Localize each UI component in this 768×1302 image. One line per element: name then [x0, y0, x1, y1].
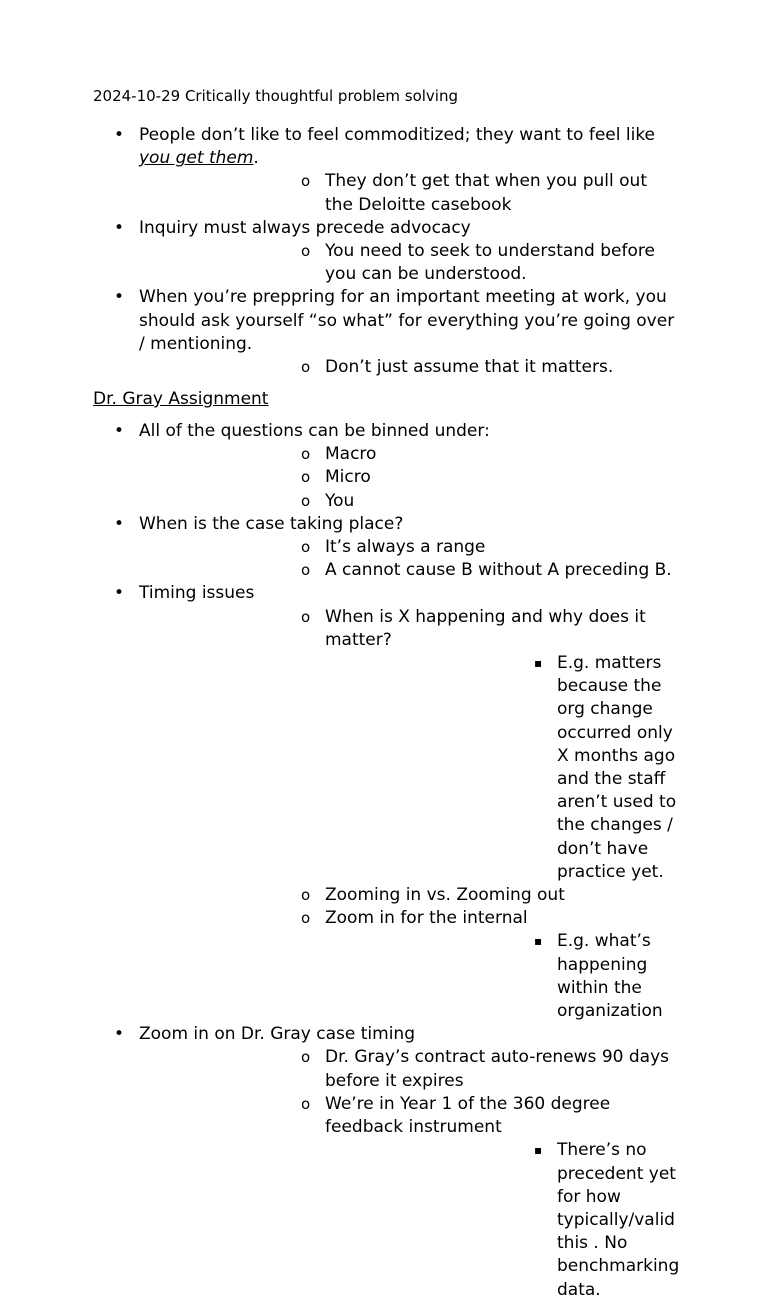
sub-list-item — [139, 1046, 680, 1092]
sub-sub-item-text: E.g. matters because the org change occurred only X months ago and the staff aren’t used to the changes / don’t have practice yet. — [557, 653, 677, 882]
sub-item-text: Don’t just assume that it matters. — [325, 357, 614, 378]
bullet-square: ▪ — [534, 656, 543, 671]
sub-list — [139, 1046, 680, 1301]
list-item — [0, 286, 680, 379]
sub-list-item — [139, 170, 680, 216]
sub-sub-item-text: There’s no precedent yet for how typically/valid this . No benchmarking data. — [557, 1140, 680, 1300]
bullet-circle: o — [301, 538, 311, 557]
sub-item-text: Micro — [325, 467, 371, 488]
bullet-square: ▪ — [534, 934, 543, 949]
sub-list-item — [139, 884, 680, 907]
bullet-circle: o — [301, 909, 311, 928]
sub-item-text: Macro — [325, 444, 377, 465]
emphasized-text: you get them — [139, 148, 254, 169]
list-item — [0, 1023, 680, 1301]
bullet-disc: • — [114, 583, 125, 604]
sub-item-text: Dr. Gray’s contract auto-renews 90 days before it expires — [325, 1047, 669, 1091]
sub-list — [139, 606, 680, 1024]
sub-item-text: Zooming in vs. Zooming out — [325, 885, 565, 906]
sub-list — [139, 240, 680, 286]
sub-sub-list-item — [325, 652, 680, 884]
sub-item-text: They don’t get that when you pull out the Deloitte casebook — [325, 171, 647, 215]
bullet-circle: o — [301, 172, 311, 191]
sub-sub-item-text: E.g. what’s happening within the organization — [557, 931, 663, 1022]
bullet-circle: o — [301, 242, 311, 261]
sub-list-item — [139, 466, 680, 489]
bullet-circle: o — [301, 1094, 311, 1113]
bullet-circle: o — [301, 468, 311, 487]
list-item-text: All of the questions can be binned under: — [139, 421, 490, 441]
sub-sub-list-item — [325, 1139, 680, 1301]
bullet-disc: • — [114, 421, 125, 441]
sub-item-text: You need to seek to understand before you can be understood. — [325, 241, 655, 285]
list-item-text: People don’t like to feel commoditized; they want to feel like — [139, 125, 656, 145]
section-heading: Dr. Gray Assignment — [93, 389, 269, 409]
bullet-circle: o — [301, 1048, 311, 1067]
bullet-disc: • — [114, 125, 125, 145]
sub-list-item — [139, 907, 680, 1023]
bullet-circle: o — [301, 358, 311, 377]
bullet-circle: o — [301, 491, 311, 510]
bullet-list — [0, 124, 680, 379]
bullet-circle: o — [301, 607, 311, 626]
sub-list-item — [139, 356, 680, 379]
sub-list-item — [139, 490, 680, 513]
sub-sub-list-item — [325, 930, 680, 1023]
bullet-square: ▪ — [534, 1143, 543, 1158]
sub-list-item — [139, 443, 680, 466]
list-item-text: Timing issues — [139, 583, 255, 604]
list-item-text: When is the case taking place? — [139, 513, 404, 534]
list-item-text: Inquiry must always precede advocacy — [139, 217, 471, 238]
list-item — [0, 513, 680, 583]
sub-list-item — [139, 536, 680, 559]
document-title: 2024-10-29 Critically thoughtful problem solving — [93, 87, 458, 105]
bullet-circle: o — [301, 445, 311, 464]
sub-list-item — [139, 606, 680, 884]
sub-list — [139, 536, 680, 582]
list-item — [0, 217, 680, 287]
list-item-text: Zoom in on Dr. Gray case timing — [139, 1024, 415, 1045]
sub-sub-list — [325, 930, 680, 1023]
sub-list — [139, 170, 680, 216]
bullet-disc: • — [114, 1024, 125, 1045]
bullet-circle: o — [301, 561, 311, 580]
sub-item-text: You — [325, 490, 355, 511]
sub-list — [139, 356, 680, 379]
sub-list-item — [139, 559, 680, 582]
bullet-disc: • — [114, 287, 125, 308]
bullet-disc: • — [114, 217, 125, 238]
sub-list — [139, 443, 680, 513]
sub-list-item — [139, 240, 680, 286]
sub-sub-list — [325, 652, 680, 884]
sub-item-text: It’s always a range — [325, 537, 486, 558]
list-item — [0, 124, 680, 217]
list-item-text: When you’re preppring for an important meeting at work, you should ask yourself “so what” for everything you’re going over / mentioning. — [139, 287, 675, 354]
bullet-list — [0, 420, 680, 1302]
sub-sub-list — [325, 1139, 680, 1301]
list-item — [0, 582, 680, 1023]
sub-list-item — [139, 1093, 680, 1302]
list-item — [0, 420, 680, 513]
sub-item-text: A cannot cause B without A preceding B. — [325, 560, 672, 581]
sub-item-text: We’re in Year 1 of the 360 degree feedback instrument — [325, 1093, 611, 1138]
bullet-circle: o — [301, 886, 311, 905]
list-item-text: . — [253, 148, 259, 169]
sub-item-text: Zoom in for the internal — [325, 908, 528, 929]
sub-item-text: When is X happening and why does it matter? — [325, 606, 646, 650]
bullet-disc: • — [114, 513, 125, 534]
